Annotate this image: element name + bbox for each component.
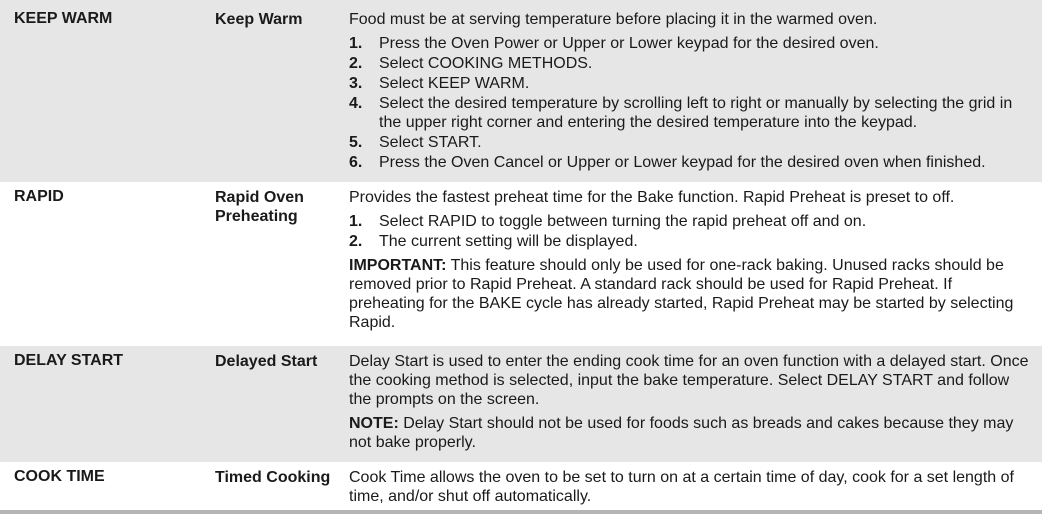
step-number: 6.	[349, 154, 363, 171]
feature-name: Timed Cooking	[215, 469, 331, 486]
step-text: The current setting will be displayed.	[379, 233, 638, 250]
intro-text: Delay Start is used to enter the ending cook time for an oven function with a delayed start. Once the cooking method is selected, input the bake temperature. Select DELAY START and follow the prompts on the screen.	[349, 353, 1029, 408]
step-text: Select RAPID to toggle between turning the rapid preheat off and on.	[379, 213, 867, 230]
note-text: Delay Start should not be used for foods such as breads and cakes because they may not bake properly.	[349, 415, 1014, 451]
intro-text: Cook Time allows the oven to be set to turn on at a certain time of day, cook for a set length of time, and/or shut off automatically.	[349, 469, 1014, 505]
description	[349, 10, 1029, 173]
important-note	[349, 256, 1029, 332]
step-number: 2.	[349, 55, 363, 72]
table-row-cook-time	[0, 462, 1042, 510]
step-number: 3.	[349, 75, 363, 92]
list-item	[349, 34, 1029, 53]
step-text: Press the Oven Power or Upper or Lower keypad for the desired oven.	[379, 35, 879, 52]
mode-name: RAPID	[14, 188, 64, 205]
step-number: 1.	[349, 35, 363, 52]
step-text: Select START.	[379, 134, 482, 151]
list-item	[349, 74, 1029, 93]
step-text: Select the desired temperature by scrolling left to right or manually by selecting the grid in the upper right corner and entering the desired temperature into the keypad.	[379, 95, 1013, 131]
step-number: 1.	[349, 213, 363, 230]
description	[349, 352, 1029, 452]
note-label: IMPORTANT:	[349, 257, 447, 274]
list-item	[349, 133, 1029, 152]
description	[349, 188, 1029, 332]
step-number: 4.	[349, 95, 363, 112]
feature-name: Keep Warm	[215, 11, 303, 28]
description	[349, 468, 1029, 506]
steps-list	[349, 34, 1029, 172]
step-text: Select KEEP WARM.	[379, 75, 530, 92]
note-label: NOTE:	[349, 415, 399, 432]
list-item	[349, 212, 1029, 231]
list-item	[349, 94, 1029, 132]
mode-name: KEEP WARM	[14, 10, 113, 27]
note-text: This feature should only be used for one-rack baking. Unused racks should be removed prior to Rapid Preheat. A standard rack should be used for Rapid Preheat. If preheating for the BAKE cycle has already started, Rapid Preheat may be started by selecting Rapid.	[349, 257, 1014, 331]
intro-text: Provides the fastest preheat time for the Bake function. Rapid Preheat is preset to off.	[349, 189, 955, 206]
table-row-rapid	[0, 182, 1042, 346]
intro-text: Food must be at serving temperature before placing it in the warmed oven.	[349, 11, 878, 28]
list-item	[349, 232, 1029, 251]
table-bottom-rule	[0, 510, 1042, 514]
note	[349, 414, 1029, 452]
feature-name: Rapid Oven Preheating	[215, 189, 304, 225]
feature-name: Delayed Start	[215, 353, 318, 370]
table-row-delay-start	[0, 346, 1042, 462]
list-item	[349, 153, 1029, 172]
mode-name: COOK TIME	[14, 468, 105, 485]
step-text: Select COOKING METHODS.	[379, 55, 593, 72]
steps-list	[349, 212, 1029, 251]
list-item	[349, 54, 1029, 73]
step-number: 5.	[349, 134, 363, 151]
mode-name: DELAY START	[14, 352, 124, 369]
table-row-keep-warm	[0, 0, 1042, 182]
step-number: 2.	[349, 233, 363, 250]
step-text: Press the Oven Cancel or Upper or Lower keypad for the desired oven when finished.	[379, 154, 986, 171]
